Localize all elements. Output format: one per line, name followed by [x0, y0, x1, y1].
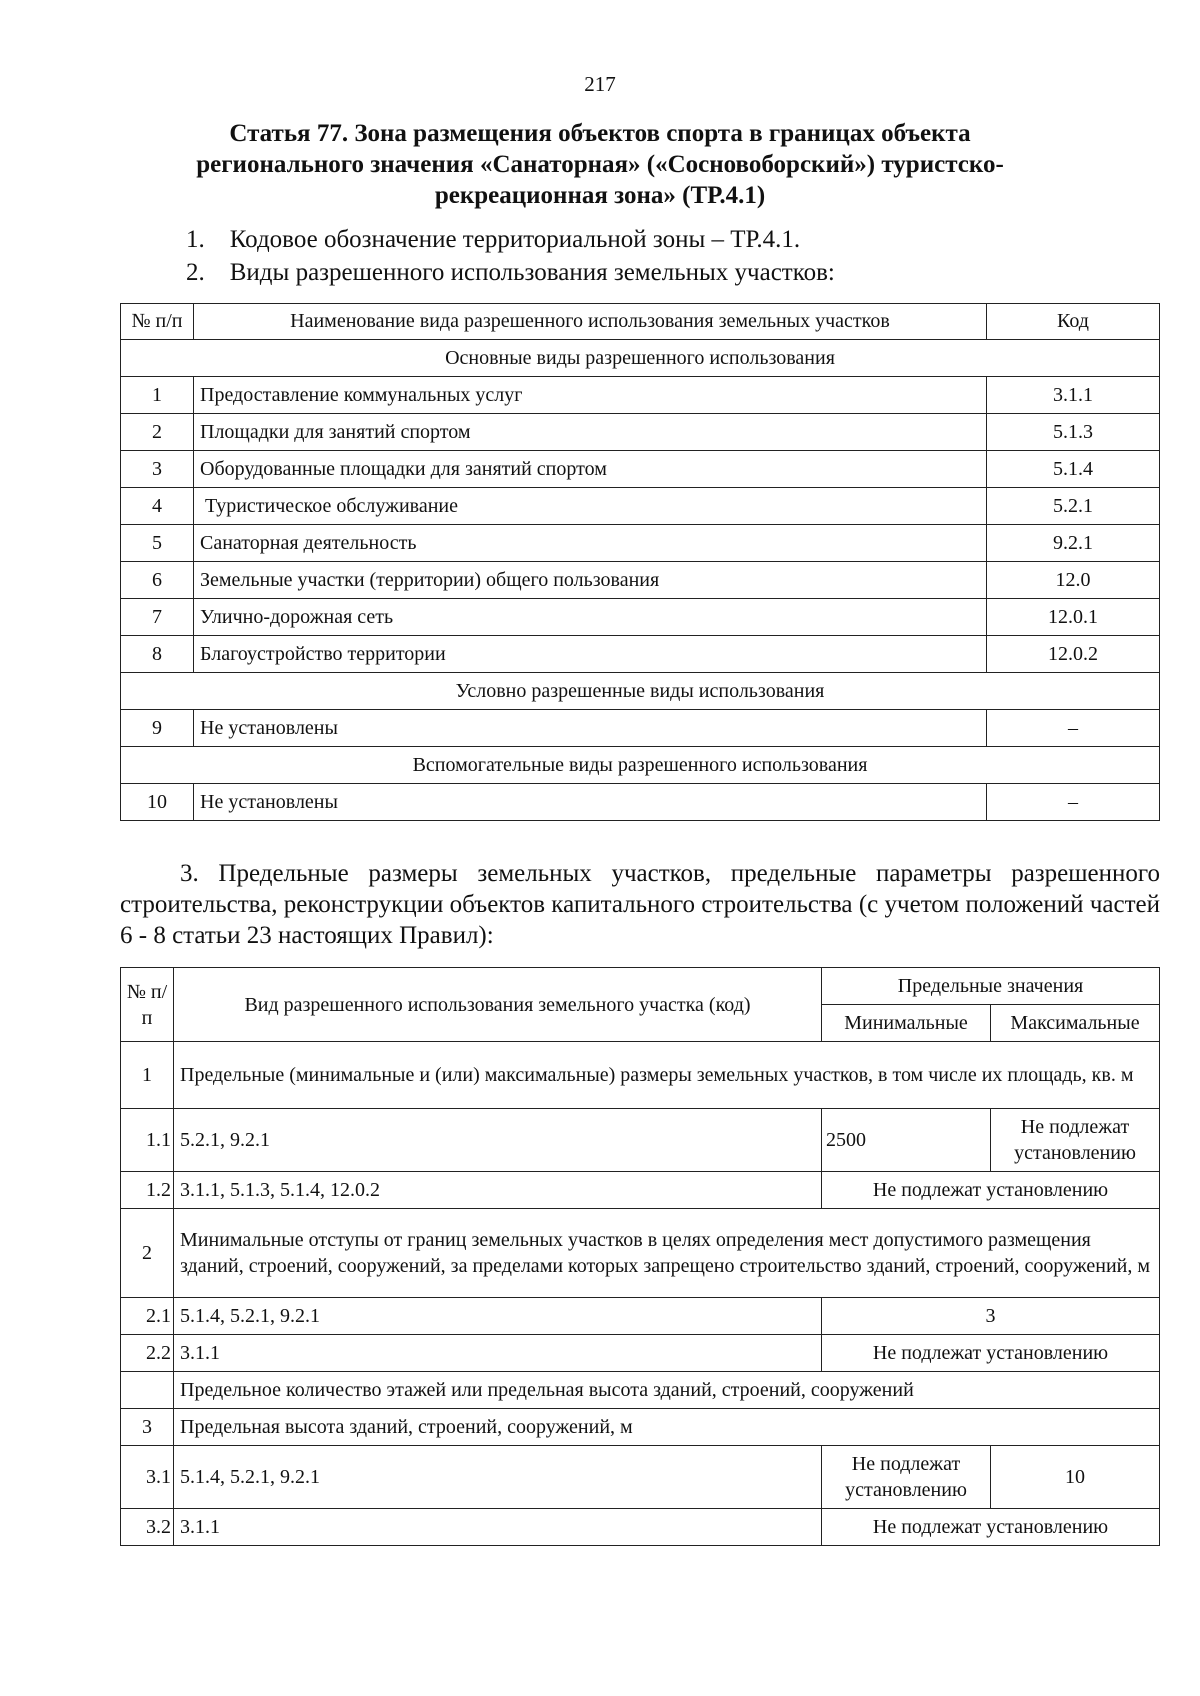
section-conditional: Условно разрешенные виды использования [121, 673, 1160, 710]
row-code: 5.1.3 [987, 414, 1160, 451]
row-text: Предельное количество этажей или предельная высота зданий, строений, сооружений [174, 1372, 1160, 1409]
section-main: Основные виды разрешенного использования [121, 340, 1160, 377]
row-code: – [987, 710, 1160, 747]
table-row [121, 1446, 1160, 1509]
row-num: 7 [121, 599, 194, 636]
header-num: № п/п [121, 304, 194, 340]
table-row [121, 1335, 1160, 1372]
row-num: 4 [121, 488, 194, 525]
header-name: Наименование вида разрешенного использования земельных участков [194, 304, 987, 340]
row-code: 9.2.1 [987, 525, 1160, 562]
row-num: 1 [121, 377, 194, 414]
row-num: 10 [121, 784, 194, 821]
row-num: 2.2 [121, 1335, 174, 1372]
row-kind: 3.1.1 [174, 1509, 822, 1546]
table-header-row [121, 968, 1160, 1005]
row-num: 5 [121, 525, 194, 562]
row-max: 10 [991, 1446, 1160, 1509]
paragraph-limits: 3. Предельные размеры земельных участков, предельные параметры разрешенного строительства, реконструкции объектов капитального строительства (с учетом положений частей 6 - 8 статьи 23 настоящих Правил): [120, 860, 1160, 949]
row-value: 3 [822, 1298, 1160, 1335]
header-kind: Вид разрешенного использования земельного участка (код) [174, 968, 822, 1042]
row-kind: 3.1.1, 5.1.3, 5.1.4, 12.0.2 [174, 1172, 822, 1209]
row-num: 3.2 [121, 1509, 174, 1546]
table-row [121, 488, 1160, 525]
row-num: 1 [121, 1042, 174, 1109]
section-row [121, 673, 1160, 710]
row-code: 12.0.1 [987, 599, 1160, 636]
table-row [121, 377, 1160, 414]
row-num: 2.1 [121, 1298, 174, 1335]
section-row [121, 340, 1160, 377]
table-row [121, 562, 1160, 599]
row-num: 3 [121, 1409, 174, 1446]
table-row [121, 710, 1160, 747]
limits-table [120, 967, 1160, 1546]
table-row [121, 525, 1160, 562]
header-code: Код [987, 304, 1160, 340]
table-row [121, 1372, 1160, 1409]
row-num: 2 [121, 414, 194, 451]
row-kind: 5.1.4, 5.2.1, 9.2.1 [174, 1446, 822, 1509]
row-max: Не подлежат установлению [991, 1109, 1160, 1172]
table-row [121, 1172, 1160, 1209]
row-name: Оборудованные площадки для занятий спортом [194, 451, 987, 488]
table-row [121, 1409, 1160, 1446]
table-row [121, 1109, 1160, 1172]
row-min: Не подлежат установлению [822, 1446, 991, 1509]
article-title: Статья 77. Зона размещения объектов спорта в границах объекта регионального значения «Санаторная» («Сосновоборский») туристско-рекреационная зона» (ТР.4.1) [196, 120, 1004, 209]
row-code: 12.0.2 [987, 636, 1160, 673]
row-num: 3 [121, 451, 194, 488]
row-code: 3.1.1 [987, 377, 1160, 414]
row-name: Земельные участки (территории) общего пользования [194, 562, 987, 599]
row-kind: 5.2.1, 9.2.1 [174, 1109, 822, 1172]
row-num: 1.1 [121, 1109, 174, 1172]
table-row [121, 636, 1160, 673]
table-row [121, 451, 1160, 488]
table-row [121, 1509, 1160, 1546]
row-name: Площадки для занятий спортом [194, 414, 987, 451]
row-name: Не установлены [194, 710, 987, 747]
row-text: Минимальные отступы от границ земельных участков в целях определения мест допустимого размещения зданий, строений, сооружений, за пределами которых запрещено строительство зданий, строений, сооружений, м [174, 1209, 1160, 1298]
row-code: 5.2.1 [987, 488, 1160, 525]
row-num [121, 1372, 174, 1409]
header-min: Минимальные [822, 1005, 991, 1042]
row-text: Предельная высота зданий, строений, сооружений, м [174, 1409, 1160, 1446]
row-code: – [987, 784, 1160, 821]
row-value: Не подлежат установлению [822, 1172, 1160, 1209]
row-num: 3.1 [121, 1446, 174, 1509]
item-zone-code: 1. Кодовое обозначение территориальной зоны – ТР.4.1. [186, 226, 801, 253]
header-limits: Предельные значения [822, 968, 1160, 1005]
row-name: Благоустройство территории [194, 636, 987, 673]
row-text: Предельные (минимальные и (или) максимальные) размеры земельных участков, в том числе их площадь, кв. м [174, 1042, 1160, 1109]
table-row [121, 599, 1160, 636]
row-code: 12.0 [987, 562, 1160, 599]
row-num: 8 [121, 636, 194, 673]
page-number: 217 [584, 72, 616, 96]
row-name: Предоставление коммунальных услуг [194, 377, 987, 414]
row-value: Не подлежат установлению [822, 1335, 1160, 1372]
row-kind: 3.1.1 [174, 1335, 822, 1372]
item-permitted-uses: 2. Виды разрешенного использования земельных участков: [186, 259, 835, 286]
table-row [121, 1209, 1160, 1298]
row-num: 9 [121, 710, 194, 747]
row-name: Не установлены [194, 784, 987, 821]
permitted-uses-table [120, 303, 1160, 821]
table-header-row [121, 304, 1160, 340]
header-num: № п/п [121, 968, 174, 1042]
row-kind: 5.1.4, 5.2.1, 9.2.1 [174, 1298, 822, 1335]
section-row [121, 747, 1160, 784]
row-name: Санаторная деятельность [194, 525, 987, 562]
row-num: 6 [121, 562, 194, 599]
section-auxiliary: Вспомогательные виды разрешенного использования [121, 747, 1160, 784]
row-min: 2500 [822, 1109, 991, 1172]
header-max: Максимальные [991, 1005, 1160, 1042]
row-num: 2 [121, 1209, 174, 1298]
table-row [121, 784, 1160, 821]
table-row [121, 1042, 1160, 1109]
row-name: Улично-дорожная сеть [194, 599, 987, 636]
row-num: 1.2 [121, 1172, 174, 1209]
row-code: 5.1.4 [987, 451, 1160, 488]
table-row [121, 1298, 1160, 1335]
row-name: Туристическое обслуживание [194, 488, 987, 525]
row-value: Не подлежат установлению [822, 1509, 1160, 1546]
table-row [121, 414, 1160, 451]
